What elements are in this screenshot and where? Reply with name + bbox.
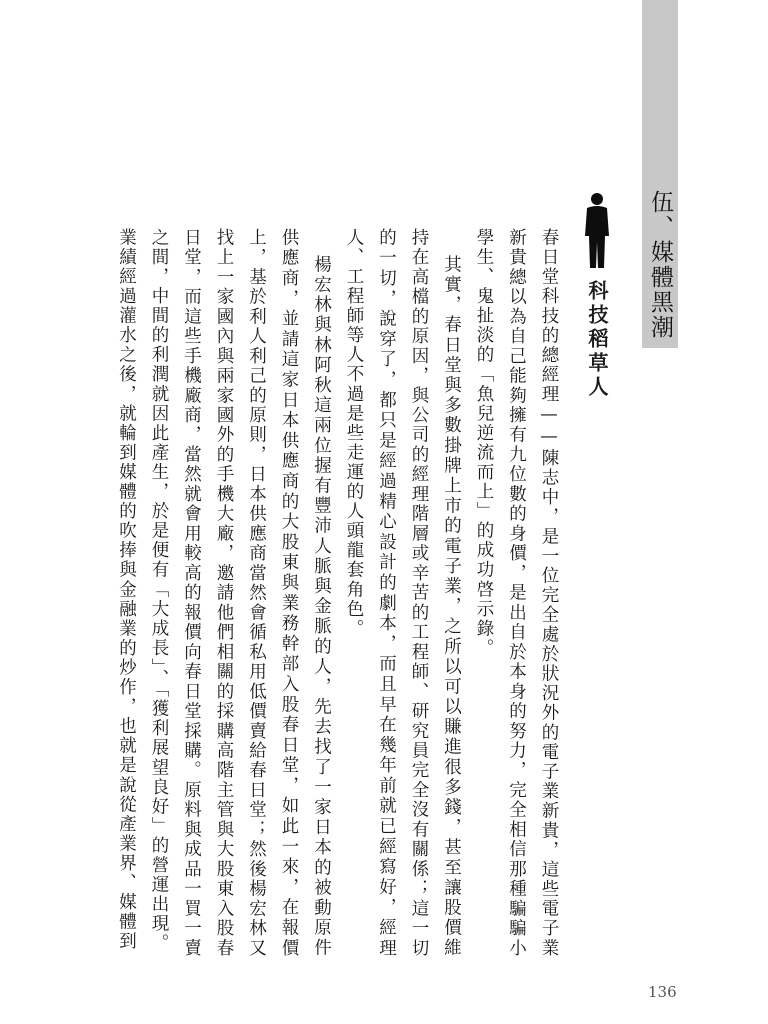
paragraph: 其實，春日堂與多數掛牌上市的電子業，之所以可以賺進很多錢，甚至讓股價維持在高檔的原因，與公司的經理階層或辛苦的工程師、研究員完全沒有關係；這一切的一切，說穿了，都只是經過精心設計的劇本，而且早在幾年前就已經寫好，經理人、工程師等人不過是些走運的人頭龍套角色。: [344, 228, 462, 958]
body-text: [116, 228, 565, 958]
paragraph: 春日堂科技的總經理——陳志中，是一位完全處於狀況外的電子業新貴，這些電子業新貴總以為自己能夠擁有九位數的身價，是出自於本身的努力，完全相信那種騙騙小學生、鬼扯淡的「魚兒逆流而上」的成功啓示錄。: [474, 228, 559, 958]
page-number: 136: [648, 983, 677, 1001]
silhouette-man-icon: [582, 192, 612, 270]
paragraph: 業績經過灌水之後，就輪到媒體的吹捧與金融業的炒作，也就是說從產業界、媒體到: [116, 228, 137, 952]
chapter-tab: [642, 0, 678, 348]
chapter-title: 伍、媒體黑潮: [647, 190, 673, 340]
section-title: 科技稻草人: [585, 280, 609, 400]
paragraph: 楊宏林與林阿秋這兩位握有豐沛人脈與金脈的人，先去找了一家日本的被動原件供應商，並請這家日本供應商的大股東與業務幹部入股春日堂，如此一來，在報價上，基於利人利己的原則，日本供應商當然會循私用低價賣給春日堂；然後楊宏林又找上一家國內與兩家國外的手機大廠，邀請他們相關的採購高階主管與大股東入股春日堂，而這些手機廠商，當然就會用較高的報價向春日堂採購。原料與成品一買一賣之間，中間的利潤就因此產生，於是便有「大成長」、「獲利展望良好」的營運出現。: [149, 228, 332, 958]
